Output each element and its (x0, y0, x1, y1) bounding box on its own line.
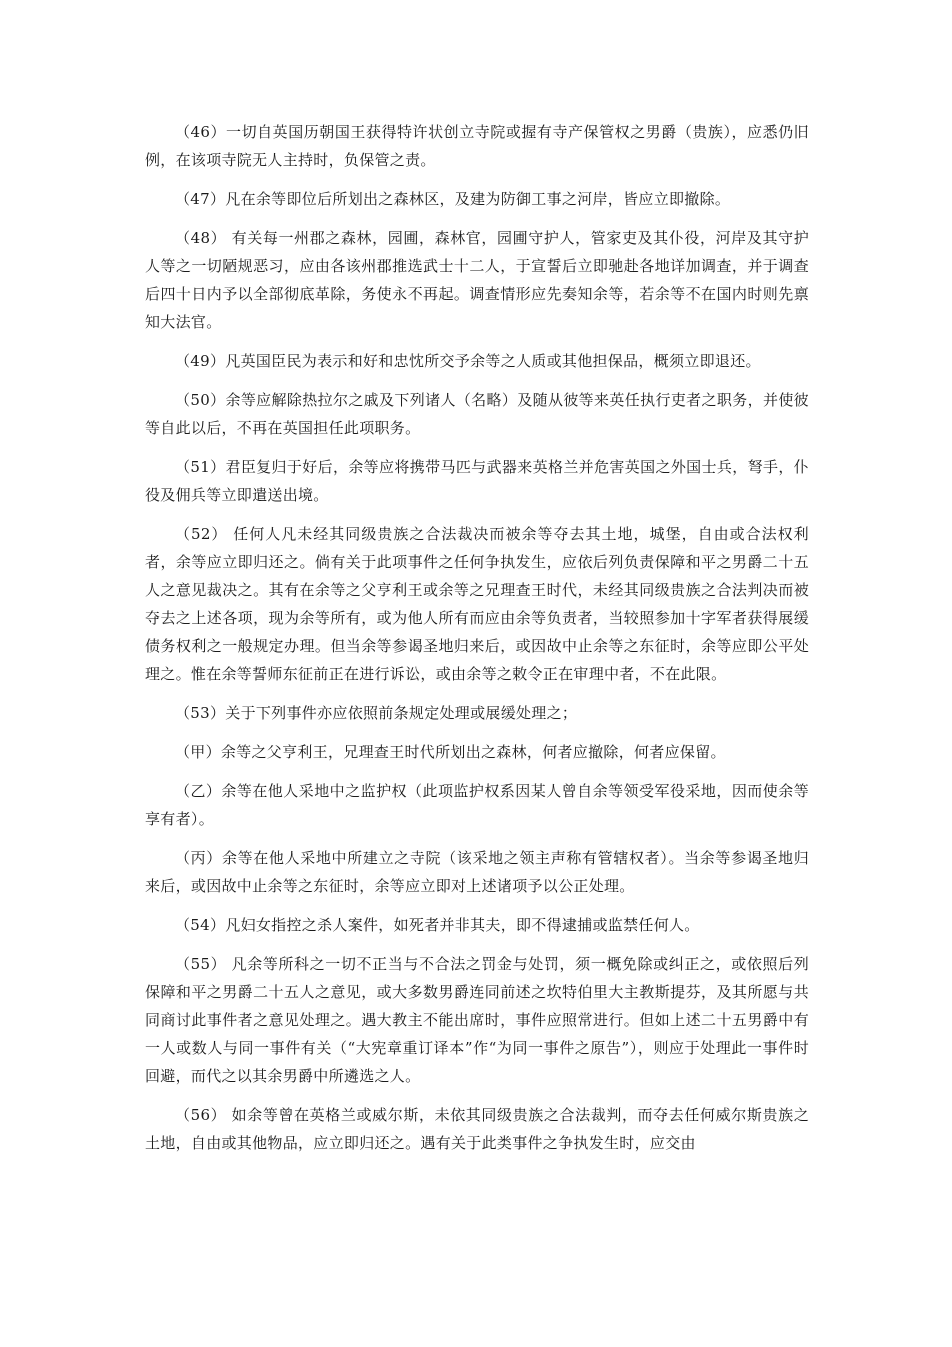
paragraph-53: （53）关于下列事件亦应依照前条规定处理或展缓处理之； (175, 704, 578, 722)
paragraph-53-a: （甲）余等之父亨利王，兄理查王时代所划出之森林，何者应撤除，何者应保留。 (175, 743, 726, 761)
paragraph-54: （54）凡妇女指控之杀人案件，如死者并非其夫，即不得逮捕或监禁任何人。 (175, 916, 700, 934)
paragraph-48: （48） 有关每一州郡之森林，园圃，森林官，园圃守护人，管家吏及其仆役，河岸及其守护人等之一切陋规恶习，应由各该州郡推选武士十二人，于宣誓后立即驰赴各地详加调查，并于调查后四十日内予以全部彻底革除，务使永不再起。调查情形应先奏知余等，若余等不在国内时则先禀知大法官。 (145, 229, 809, 331)
paragraph-52: （52） 任何人凡未经其同级贵族之合法裁决而被余等夺去其土地，城堡，自由或合法权利者，余等应立即归还之。倘有关于此项事件之任何争执发生，应依后列负责保障和平之男爵二十五人之意见裁决之。其有在余等之父亨利王或余等之兄理查王时代，未经其同级贵族之合法判决而被夺去之上述各项，现为余等所有，或为他人所有而应由余等负责者，当较照参加十字军者获得展缓债务权利之一般规定办理。但当余等参谒圣地归来后，或因故中止余等之东征时，余等应即公平处理之。惟在余等誓师东征前正在进行诉讼，或由余等之敕令正在审理中者，不在此限。 (145, 525, 809, 683)
paragraph-49: （49）凡英国臣民为表示和好和忠忱所交予余等之人质或其他担保品，概须立即退还。 (175, 352, 761, 370)
paragraph-55: （55） 凡余等所科之一切不正当与不合法之罚金与处罚，须一概免除或纠正之，或依照后列保障和平之男爵二十五人之意见，或大多数男爵连同前述之坎特伯里大主教斯提芬，及其所愿与共同商讨此事件者之意见处理之。遇大教主不能出席时，事件应照常进行。但如上述二十五男爵中有一人或数人与同一事件有关（“大宪章重订译本”作“为同一事件之原告”），则应于处理此一事件时回避，而代之以其余男爵中所遴选之人。 (145, 955, 809, 1085)
paragraph-51: （51）君臣复归于好后，余等应将携带马匹与武器来英格兰并危害英国之外国士兵，弩手，仆役及佣兵等立即遣送出境。 (145, 458, 809, 504)
paragraph-46: （46）一切自英国历朝国王获得特许状创立寺院或握有寺产保管权之男爵（贵族），应悉仍旧例，在该项寺院无人主持时，负保管之责。 (145, 123, 809, 169)
paragraph-53-b: （乙）余等在他人采地中之监护权（此项监护权系因某人曾自余等领受军役采地，因而使余等享有者）。 (145, 782, 809, 828)
paragraph-56: （56） 如余等曾在英格兰或威尔斯，未依其同级贵族之合法裁判，而夺去任何威尔斯贵族之土地，自由或其他物品，应立即归还之。遇有关于此类事件之争执发生时，应交由 (145, 1106, 809, 1152)
paragraph-50: （50）余等应解除热拉尔之戚及下列诸人（名略）及随从彼等来英任执行吏者之职务，并使彼等自此以后，不再在英国担任此项职务。 (145, 391, 809, 437)
paragraph-47: （47）凡在余等即位后所划出之森林区，及建为防御工事之河岸，皆应立即撤除。 (175, 190, 731, 208)
document-body (145, 118, 809, 1168)
paragraph-53-c: （丙）余等在他人采地中所建立之寺院（该采地之领主声称有管辖权者）。当余等参谒圣地归来后，或因故中止余等之东征时，余等应立即对上述诸项予以公正处理。 (145, 849, 809, 895)
